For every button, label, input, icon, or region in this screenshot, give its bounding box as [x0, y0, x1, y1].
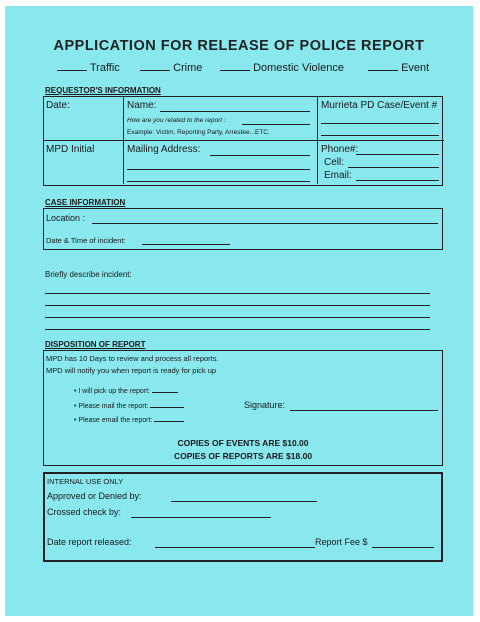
location-label: Location : — [46, 213, 86, 223]
mailing-line — [127, 181, 310, 182]
report-type-label: Event — [401, 62, 430, 74]
contact-cell[interactable] — [318, 141, 444, 184]
case-event-label: Murrieta PD Case/Event # — [321, 100, 438, 111]
email-option-label: Please email the report: — [78, 417, 153, 424]
report-type-label: Crime — [173, 62, 203, 74]
name-line — [160, 111, 310, 112]
email-line — [356, 180, 439, 181]
events-fee: COPIES OF EVENTS ARE $10.00 — [177, 438, 309, 448]
incident-datetime-label: Date & Time of incident: — [46, 236, 126, 245]
case-event-line — [321, 123, 439, 124]
case-event-cell[interactable] — [318, 97, 444, 141]
report-type-traffic[interactable] — [57, 61, 120, 74]
phone-line — [356, 154, 439, 155]
mailing-line — [127, 169, 310, 170]
describe-line[interactable] — [45, 305, 430, 306]
report-type-label: Domestic Violence — [253, 62, 344, 74]
date-cell[interactable] — [44, 97, 124, 141]
internal-box — [43, 472, 443, 562]
name-label: Name: — [127, 100, 157, 111]
date-released-line[interactable] — [155, 547, 315, 548]
signature-line[interactable] — [290, 410, 438, 411]
email-option[interactable]: • Please email the report: — [74, 414, 184, 424]
case-box — [43, 208, 443, 250]
disposition-note-1: MPD has 10 Days to review and process all reports. — [46, 354, 219, 363]
relation-note: How are you related to the report : — [127, 117, 226, 124]
internal-heading: INTERNAL USE ONLY — [47, 477, 124, 486]
mailing-label: Mailing Address: — [127, 144, 201, 155]
form-page — [5, 6, 473, 616]
mail-option[interactable]: • Please mail the report: — [74, 400, 184, 410]
describe-line[interactable] — [45, 293, 430, 294]
cell-line — [348, 167, 439, 168]
name-cell[interactable] — [124, 97, 318, 141]
case-heading: CASE INFORMATION — [45, 198, 126, 207]
describe-label: Briefly describe incident: — [45, 270, 132, 279]
case-event-line — [321, 135, 439, 136]
describe-line[interactable] — [45, 317, 430, 318]
disposition-note-2: MPD will notify you when report is ready for pick up — [46, 366, 217, 375]
relation-example: Example: Victim, Reporting Party, Arrestee...ETC. — [127, 129, 270, 136]
signature-label: Signature: — [244, 400, 286, 410]
cell-label: Cell: — [324, 157, 345, 168]
mpd-initial-label: MPD Initial — [46, 144, 95, 155]
location-line[interactable] — [92, 223, 438, 224]
requestor-box — [43, 96, 443, 186]
form-title: APPLICATION FOR RELEASE OF POLICE REPORT — [53, 38, 425, 54]
relation-line — [242, 124, 310, 125]
phone-label: Phone#: — [321, 144, 359, 155]
report-fee-line[interactable] — [372, 547, 434, 548]
mail-label: Please mail the report: — [78, 403, 149, 410]
report-type-domestic-violence[interactable] — [220, 61, 344, 74]
crossed-check-line[interactable] — [131, 517, 271, 518]
disposition-heading: DISPOSITION OF REPORT — [45, 340, 146, 349]
date-label: Date: — [46, 100, 70, 111]
pickup-option[interactable]: • I will pick up the report: — [74, 385, 178, 395]
report-type-event[interactable] — [368, 61, 429, 74]
incident-datetime-line[interactable] — [142, 244, 230, 245]
requestor-heading: REQUESTOR'S INFORMATION — [45, 86, 161, 95]
report-type-crime[interactable] — [140, 61, 202, 74]
approved-label: Approved or Denied by: — [47, 491, 142, 501]
approved-line[interactable] — [171, 501, 317, 502]
reports-fee: COPIES OF REPORTS ARE $18.00 — [173, 451, 313, 461]
report-fee-label: Report Fee $ — [315, 537, 368, 547]
report-type-label: Traffic — [89, 62, 120, 74]
mailing-line — [210, 155, 310, 156]
mpd-initial-cell[interactable] — [44, 141, 124, 184]
crossed-check-label: Crossed check by: — [47, 507, 122, 517]
disposition-box — [43, 350, 443, 466]
describe-line[interactable] — [45, 329, 430, 330]
date-released-label: Date report released: — [47, 537, 132, 547]
email-label: Email: — [324, 170, 352, 181]
mailing-cell[interactable] — [124, 141, 318, 184]
pickup-label: I will pick up the report: — [78, 388, 150, 395]
